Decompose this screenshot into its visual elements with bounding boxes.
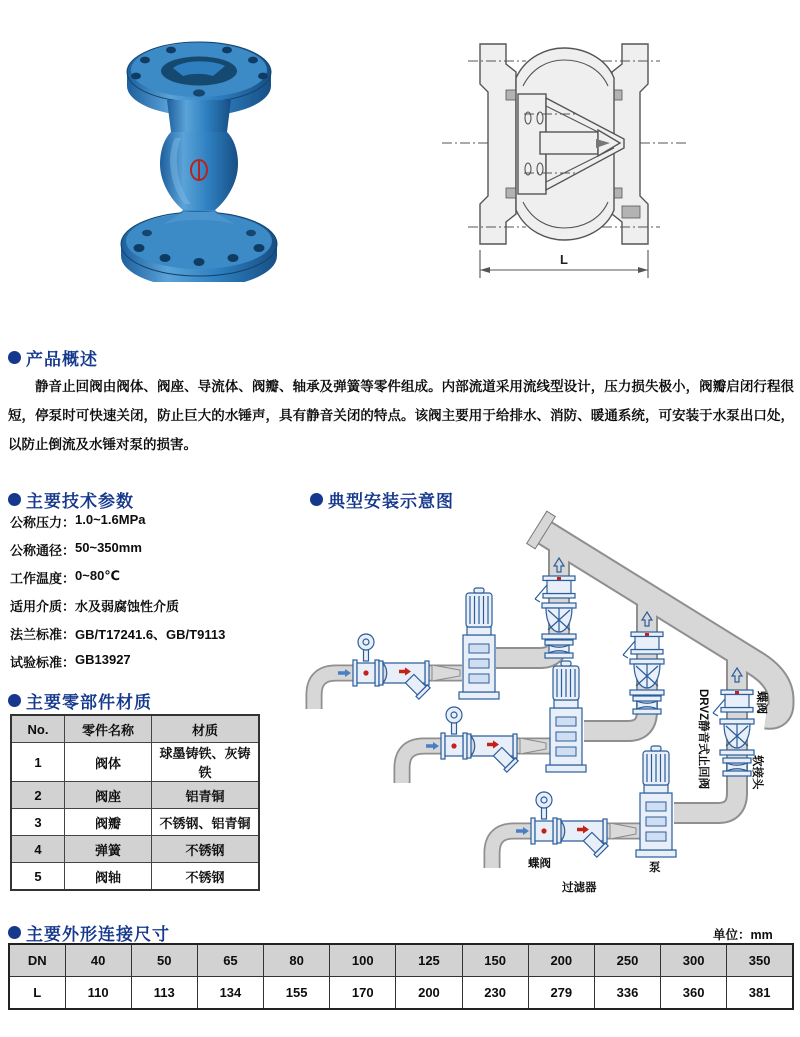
materials-cell: 阀体 <box>65 743 152 782</box>
butterfly-valve-icon <box>441 707 467 759</box>
section-bullet-icon <box>8 493 21 506</box>
param-line <box>10 624 310 643</box>
dim-dn-cell: 200 <box>528 944 594 977</box>
dim-dn-cell: 350 <box>727 944 793 977</box>
check-valve-icon <box>720 719 754 755</box>
materials-table-header-row <box>11 715 259 743</box>
dim-l-cell: 113 <box>131 977 197 1010</box>
materials-cell: 不锈钢 <box>152 836 260 863</box>
label-pump: 泵 <box>649 862 661 874</box>
dimensions-title <box>8 920 170 945</box>
table-row <box>11 809 259 836</box>
valve-bottom-flange-icon <box>121 210 277 282</box>
pump-icon <box>636 746 676 857</box>
param-value: 50~350mm <box>75 540 142 555</box>
pump-icon <box>459 588 499 699</box>
materials-cell: 3 <box>11 809 65 836</box>
materials-title <box>8 688 152 713</box>
materials-header-cell: No. <box>11 715 65 743</box>
dim-dn-cell: 125 <box>396 944 462 977</box>
label-flex-joint: 软接头 <box>751 755 763 790</box>
overview-body: 静音止回阀由阀体、阀座、导流体、阀瓣、轴承及弹簧等零件组成。内部流道采用流线型设计，压力损失极小，阀瓣启闭行程很短，停泵时可快速关闭，防止巨大的水锤声，具有静音关闭的特点。该阀主要用于给排水、消防、暖通系统，可安装于水泵出口处，以防止倒流及水锤对泵的损害。 <box>8 379 794 452</box>
param-value: 0~80℃ <box>75 568 121 583</box>
installation-title-text: 典型安装示意图 <box>328 492 454 511</box>
param-value: GB/T17241.6、GB/T9113 <box>75 627 226 642</box>
label-strainer: 过滤器 <box>562 882 597 894</box>
dim-l-cell: 381 <box>727 977 793 1010</box>
label-silent-check-valve: DRVZ静音式止回阀 <box>697 689 709 790</box>
strainer-icon <box>557 819 608 857</box>
materials-title-text: 主要零部件材质 <box>26 693 152 712</box>
param-line <box>10 596 310 615</box>
dim-l-cell: 134 <box>197 977 263 1010</box>
param-value: GB13927 <box>75 652 131 667</box>
dim-row-header: L <box>9 977 65 1010</box>
installation-diagram-art <box>300 503 800 905</box>
param-label: 公称通径： <box>10 543 76 558</box>
table-row <box>11 782 259 809</box>
dim-l-cell: 279 <box>528 977 594 1010</box>
dim-dn-cell: 50 <box>131 944 197 977</box>
materials-cell: 弹簧 <box>65 836 152 863</box>
dimensions-table <box>8 943 794 1010</box>
butterfly-valve-icon <box>353 634 379 686</box>
dim-l-cell: 200 <box>396 977 462 1010</box>
dimension-L-label: L <box>560 252 568 267</box>
dim-dn-cell: 40 <box>65 944 131 977</box>
valve-section-drawing <box>428 6 700 298</box>
dim-l-cell: 230 <box>462 977 528 1010</box>
param-label: 试验标准： <box>10 655 76 670</box>
product-photo <box>103 20 295 282</box>
check-valve-icon <box>630 659 664 695</box>
dimensions-dn-row <box>9 944 793 977</box>
param-value: 水及弱腐蚀性介质 <box>75 599 180 614</box>
materials-cell: 不锈钢、铝青铜 <box>152 809 260 836</box>
dim-dn-cell: 150 <box>462 944 528 977</box>
unit-note: 单位：mm <box>713 928 773 942</box>
dimensions-title-text: 主要外形连接尺寸 <box>26 925 170 944</box>
materials-header-cell: 零件名称 <box>65 715 152 743</box>
materials-cell: 不锈钢 <box>152 863 260 891</box>
materials-cell: 阀轴 <box>65 863 152 891</box>
materials-cell: 5 <box>11 863 65 891</box>
materials-cell: 阀座 <box>65 782 152 809</box>
section-bullet-icon <box>8 694 21 707</box>
dim-dn-cell: 250 <box>594 944 660 977</box>
label-butterfly-valve: 蝶阀 <box>528 858 551 870</box>
dim-l-cell: 170 <box>330 977 396 1010</box>
param-line <box>10 540 310 559</box>
dim-dn-cell: 65 <box>197 944 263 977</box>
installation-diagram <box>300 503 800 905</box>
param-label: 法兰标准： <box>10 627 76 642</box>
table-row <box>11 863 259 891</box>
table-row <box>11 836 259 863</box>
dim-l-cell: 155 <box>264 977 330 1010</box>
dim-dn-cell: 100 <box>330 944 396 977</box>
strainer-icon <box>379 661 430 699</box>
overview-title <box>8 345 98 370</box>
table-row <box>11 743 259 782</box>
flex-joint-icon <box>545 640 573 658</box>
section-bullet-icon <box>8 351 21 364</box>
dim-l-cell: 360 <box>661 977 727 1010</box>
label-butterfly-valve-riser: 蝶阀 <box>755 691 767 714</box>
dim-l-cell: 110 <box>65 977 131 1010</box>
param-line <box>10 512 310 531</box>
pump-icon <box>546 661 586 772</box>
materials-cell: 4 <box>11 836 65 863</box>
butterfly-valve-icon <box>623 632 663 658</box>
dimensions-l-row <box>9 977 793 1010</box>
param-label: 公称压力： <box>10 515 76 530</box>
overview-title-text: 产品概述 <box>26 350 98 369</box>
valve-body-icon <box>160 100 238 210</box>
dim-dn-cell: 80 <box>264 944 330 977</box>
materials-cell: 球墨铸铁、灰铸铁 <box>152 743 260 782</box>
param-label: 工作温度： <box>10 571 76 586</box>
materials-cell: 2 <box>11 782 65 809</box>
butterfly-valve-icon <box>531 792 557 844</box>
param-line <box>10 652 310 671</box>
section-bullet-icon <box>8 926 21 939</box>
tech-params-title-text: 主要技术参数 <box>26 492 134 511</box>
param-line <box>10 568 310 587</box>
dimension-L <box>480 250 648 278</box>
dim-l-cell: 336 <box>594 977 660 1010</box>
tech-params-list <box>10 512 310 680</box>
param-value: 1.0~1.6MPa <box>75 512 146 527</box>
flex-joint-icon <box>723 758 751 776</box>
dim-dn-cell: 300 <box>661 944 727 977</box>
dim-row-header: DN <box>9 944 65 977</box>
materials-table <box>10 714 260 891</box>
strainer-icon <box>467 734 518 772</box>
tech-params-title <box>8 487 134 512</box>
check-valve-icon <box>542 603 576 639</box>
flex-joint-icon <box>633 696 661 714</box>
materials-header-cell: 材质 <box>152 715 260 743</box>
butterfly-valve-icon <box>713 690 753 716</box>
param-label: 适用介质： <box>10 599 76 614</box>
butterfly-valve-icon <box>535 576 575 602</box>
materials-cell: 1 <box>11 743 65 782</box>
materials-cell: 阀瓣 <box>65 809 152 836</box>
materials-cell: 铝青铜 <box>152 782 260 809</box>
